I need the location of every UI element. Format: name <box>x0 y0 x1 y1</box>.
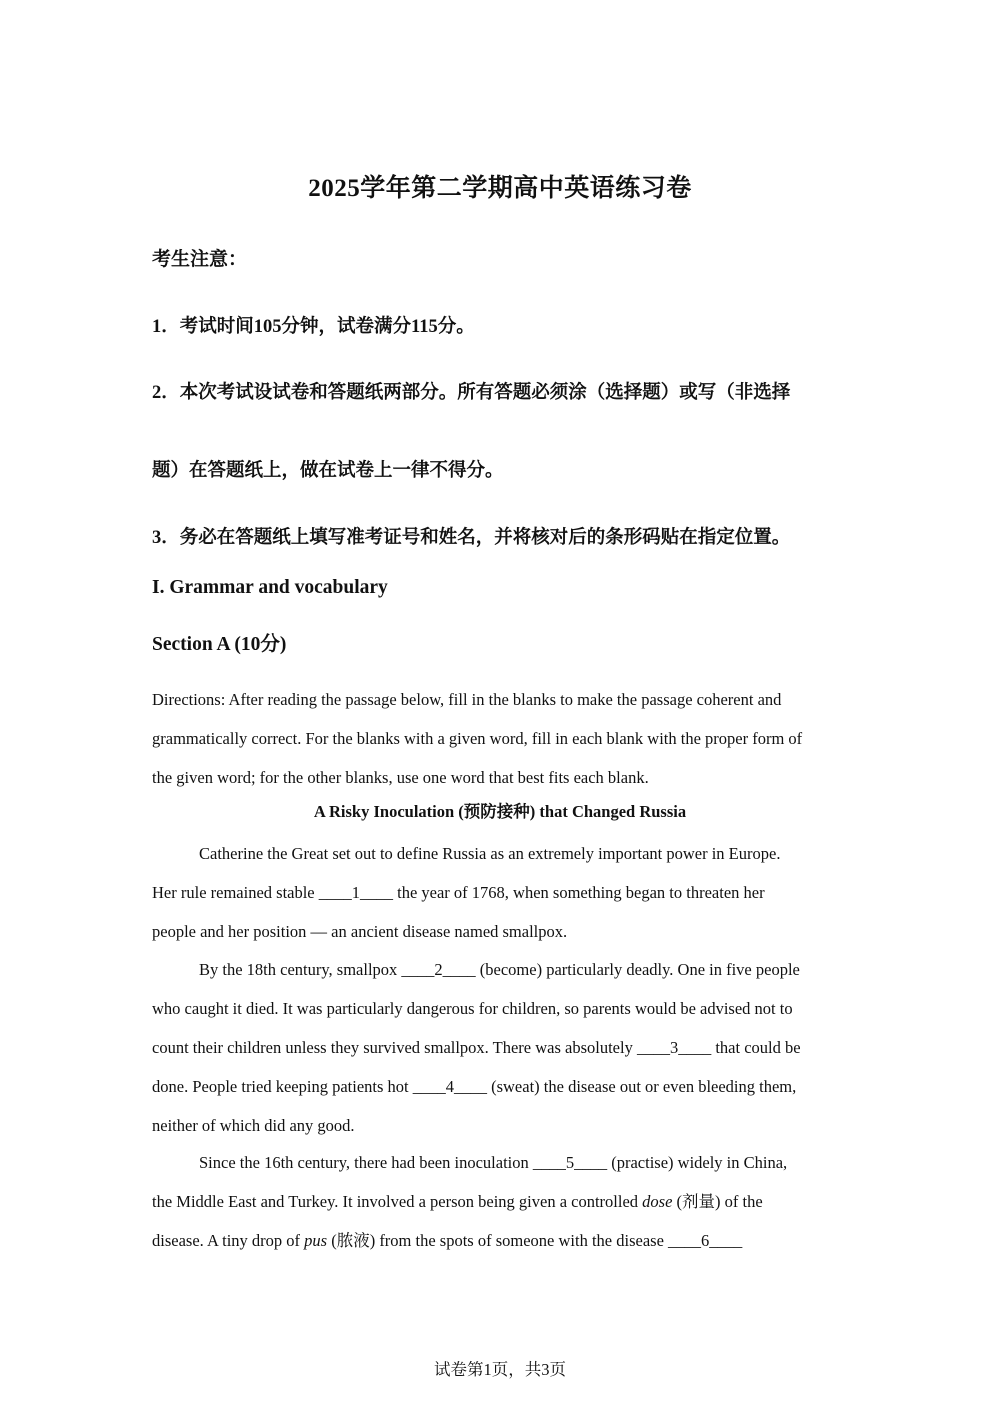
paragraph-line: Her rule remained stable ____1____ the year of 1768, when something began to threaten her <box>152 883 765 902</box>
text-run: (剂量) of the <box>672 1192 763 1211</box>
notice-item-2-line-1: 2．本次考试设试卷和答题纸两部分。所有答题必须涂（选择题）或写（非选择 <box>152 383 791 403</box>
paragraph-line: count their children unless they survived smallpox. There was absolutely ____3____ that could be <box>152 1038 801 1057</box>
paragraph-line: neither of which did any good. <box>152 1116 355 1135</box>
italic-term-dose: dose <box>642 1192 673 1211</box>
italic-term-pus: pus <box>304 1231 328 1250</box>
passage-title: A Risky Inoculation (预防接种) that Changed Russia <box>313 802 687 821</box>
paragraph-line: done. People tried keeping patients hot ____4____ (sweat) the disease out or even bleeding them, <box>152 1077 797 1096</box>
paragraph-line: people and her position — an ancient disease named smallpox. <box>152 922 568 941</box>
paragraph-line: Catherine the Great set out to define Russia as an extremely important power in Europe. <box>199 844 781 863</box>
directions <box>152 680 852 797</box>
notice-item-1: 1．考试时间105分钟，试卷满分115分。 <box>152 317 475 337</box>
page-footer: 试卷第1页，共3页 <box>434 1360 566 1379</box>
notice-heading: 考生注意： <box>152 249 248 270</box>
paragraph-line <box>152 1221 852 1260</box>
notice-item-2-line-2: 题）在答题纸上，做在试卷上一律不得分。 <box>152 461 504 481</box>
text-run: (脓液) from the spots of someone with the disease ____6____ <box>327 1231 743 1250</box>
paragraph-1 <box>152 834 852 951</box>
paragraph-3 <box>152 1143 852 1260</box>
paragraph-line: By the 18th century, smallpox ____2____ (become) particularly deadly. One in five people <box>199 960 800 979</box>
exam-title: 2025学年第二学期高中英语练习卷 <box>308 175 692 202</box>
text-run: the Middle East and Turkey. It involved a person being given a controlled <box>152 1192 643 1211</box>
paragraph-line <box>152 1182 852 1221</box>
directions-line: Directions: After reading the passage below, fill in the blanks to make the passage coherent and <box>152 690 782 709</box>
directions-line: grammatically correct. For the blanks with a given word, fill in each blank with the proper form of <box>152 729 803 748</box>
part-heading: I. Grammar and vocabulary <box>152 577 388 598</box>
notice-item-3: 3．务必在答题纸上填写准考证号和姓名，并将核对后的条形码贴在指定位置。 <box>152 528 791 548</box>
paragraph-line: Since the 16th century, there had been inoculation ____5____ (practise) widely in China, <box>199 1153 788 1172</box>
paragraph-2 <box>152 950 852 1145</box>
section-heading: Section A (10分) <box>152 634 287 655</box>
text-run: disease. A tiny drop of <box>152 1231 305 1250</box>
directions-line: the given word; for the other blanks, use one word that best fits each blank. <box>152 768 649 787</box>
paragraph-line: who caught it died. It was particularly dangerous for children, so parents would be advised not to <box>152 999 793 1018</box>
